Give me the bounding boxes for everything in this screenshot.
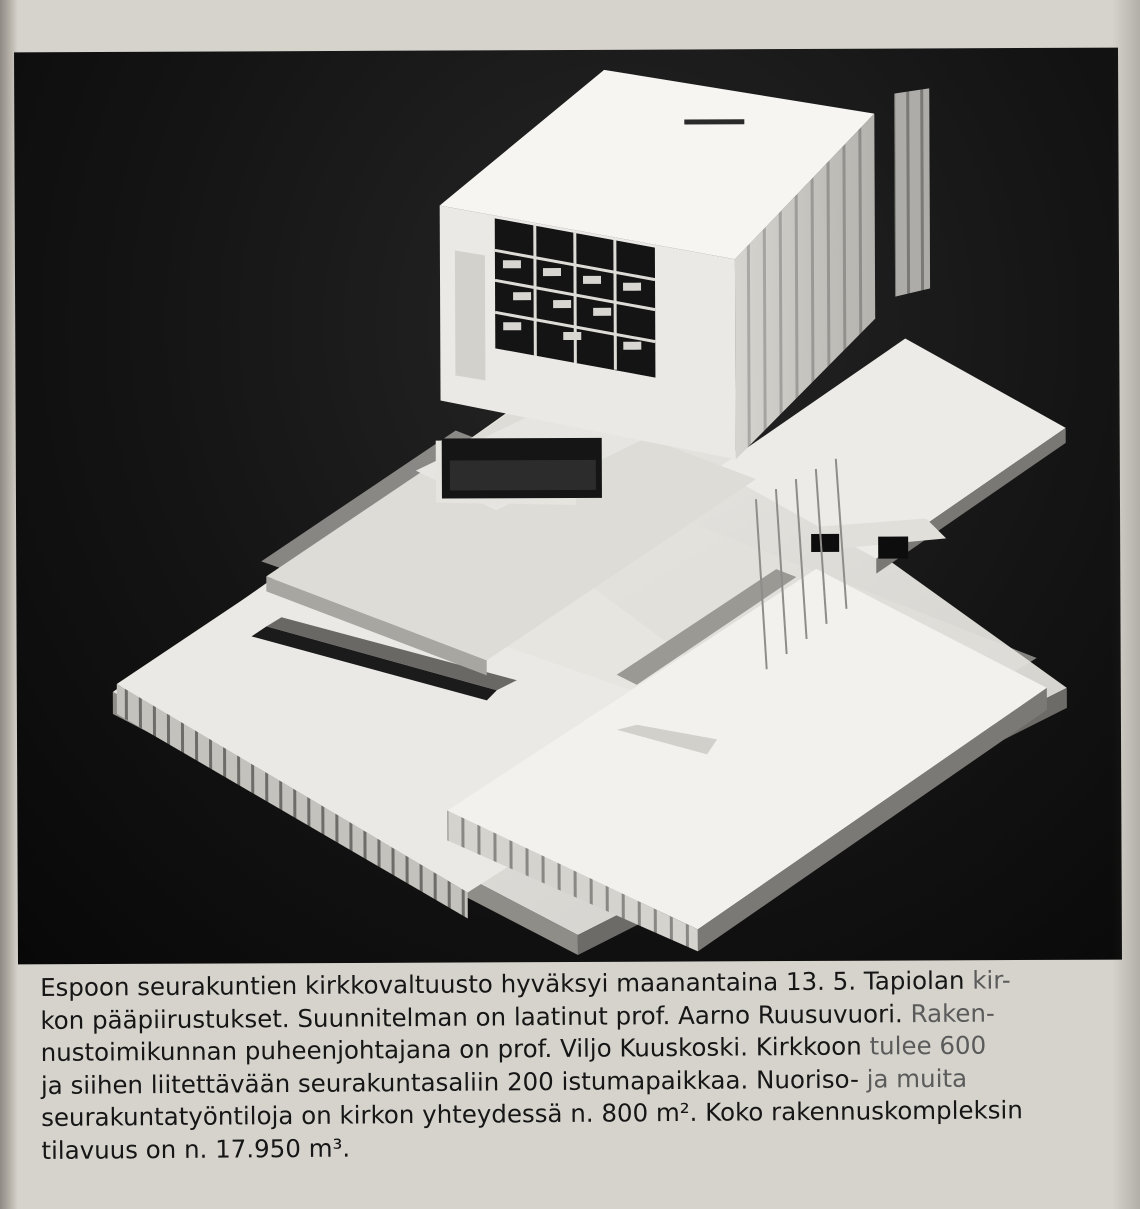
photo-caption [40, 964, 1121, 1167]
model-bell-tower [894, 88, 930, 296]
page-edge-shadow [1112, 0, 1140, 1209]
caption-line: kon pääpiirustukset. Suunnitelman on laatinut prof. Aarno Ruusuvuori. Raken- [40, 998, 995, 1035]
architectural-model-photo [14, 48, 1122, 965]
caption-line: ja siihen liitettävään seurakuntasaliin 200 istumapaikkaa. Nuoriso- ja muita [40, 1063, 968, 1100]
caption-line: nustoimikunnan puheenjohtajana on prof. Viljo Kuuskoski. Kirkkoon tulee 600 [40, 1030, 987, 1067]
model-church-tower [439, 69, 876, 461]
caption-line: Espoon seurakuntien kirkkovaltuusto hyväksyi maanantaina 13. 5. Tapiolan kir- [40, 965, 1011, 1002]
caption-line: seurakuntatyöntiloja on kirkon yhteydessä n. 800 m². Koko rakennuskompleksin [41, 1095, 1023, 1132]
caption-line: tilavuus on n. 17.950 m³. [41, 1133, 351, 1165]
